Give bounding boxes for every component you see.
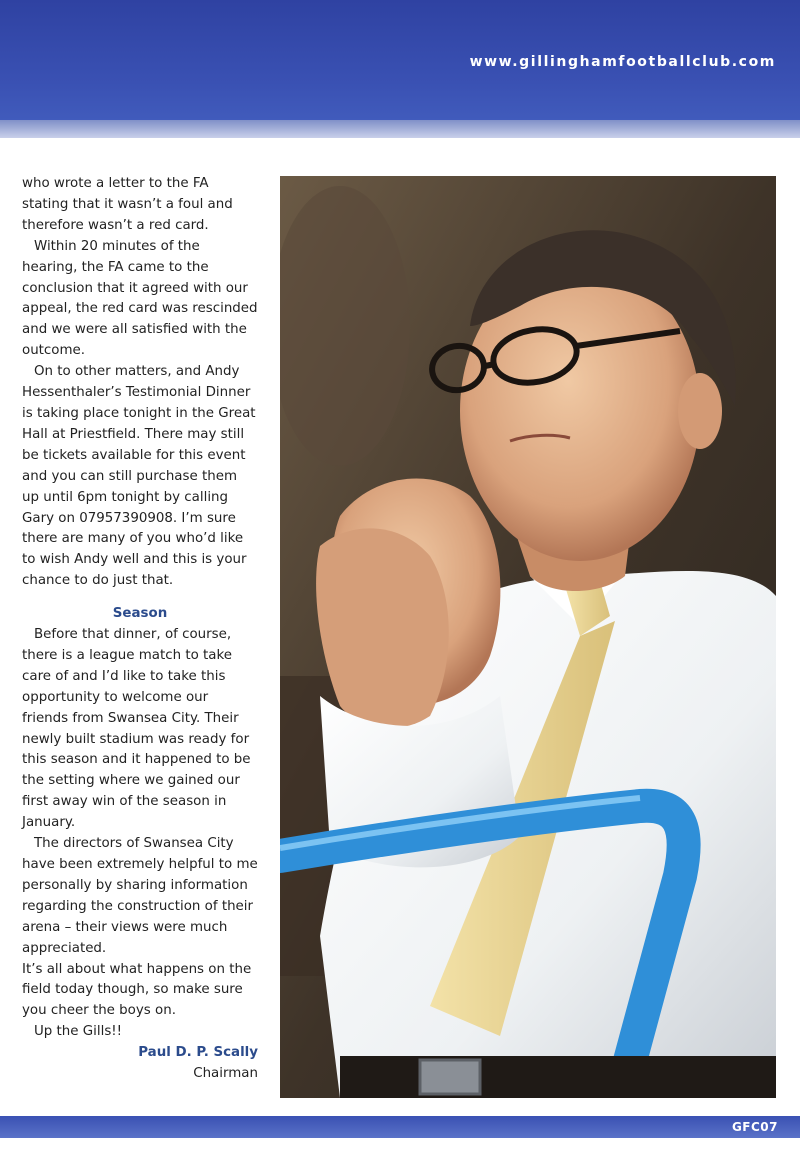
article-paragraph-4: Before that dinner, of course, there is a league match to take care of and I’d like to take this opportunity to welcome our friends from Swansea City. Their newly built stadium was ready for this season and it happened to be the setting where we gained our first away win of the season in January.	[22, 627, 251, 831]
website-url: www.gillinghamfootballclub.com	[469, 54, 776, 70]
signature-name: Paul D. P. Scally	[138, 1045, 258, 1061]
chairman-photo-illustration	[280, 176, 776, 1098]
header-banner	[0, 0, 800, 138]
article-paragraph-3: On to other matters, and Andy Hessenthaler’s Testimonial Dinner is taking place tonight in the Great Hall at Priestfield. There may still be tickets available for this event and you can still purchase them up until 6pm tonight by calling Gary on 07957390908. I’m sure there are many of you who’d like to wish Andy well and this is your chance to do just that.	[22, 364, 256, 589]
header-stripe	[0, 120, 800, 138]
chairman-photo	[280, 176, 776, 1098]
article-paragraph-5: The directors of Swansea City have been extremely helpful to me personally by sharing information regarding the construction of their arena – their views were much appreciated.	[22, 836, 258, 956]
article-sign-off: Up the Gills!!	[34, 1024, 123, 1040]
article-paragraph-6: It’s all about what happens on the field today though, so make sure you cheer the boys on.	[22, 961, 252, 1019]
article-column	[22, 174, 258, 1085]
page-code: GFC07	[731, 1120, 778, 1134]
signature-role: Chairman	[193, 1066, 258, 1082]
article-paragraph-1: who wrote a letter to the FA stating that it wasn’t a foul and therefore wasn’t a red card.	[22, 176, 233, 233]
article-paragraph-2: Within 20 minutes of the hearing, the FA came to the conclusion that it agreed with our appeal, the red card was rescinded and we were all satisfied with the outcome.	[22, 238, 258, 359]
footer-bar	[0, 1116, 800, 1138]
section-heading-season: Season	[112, 606, 168, 622]
